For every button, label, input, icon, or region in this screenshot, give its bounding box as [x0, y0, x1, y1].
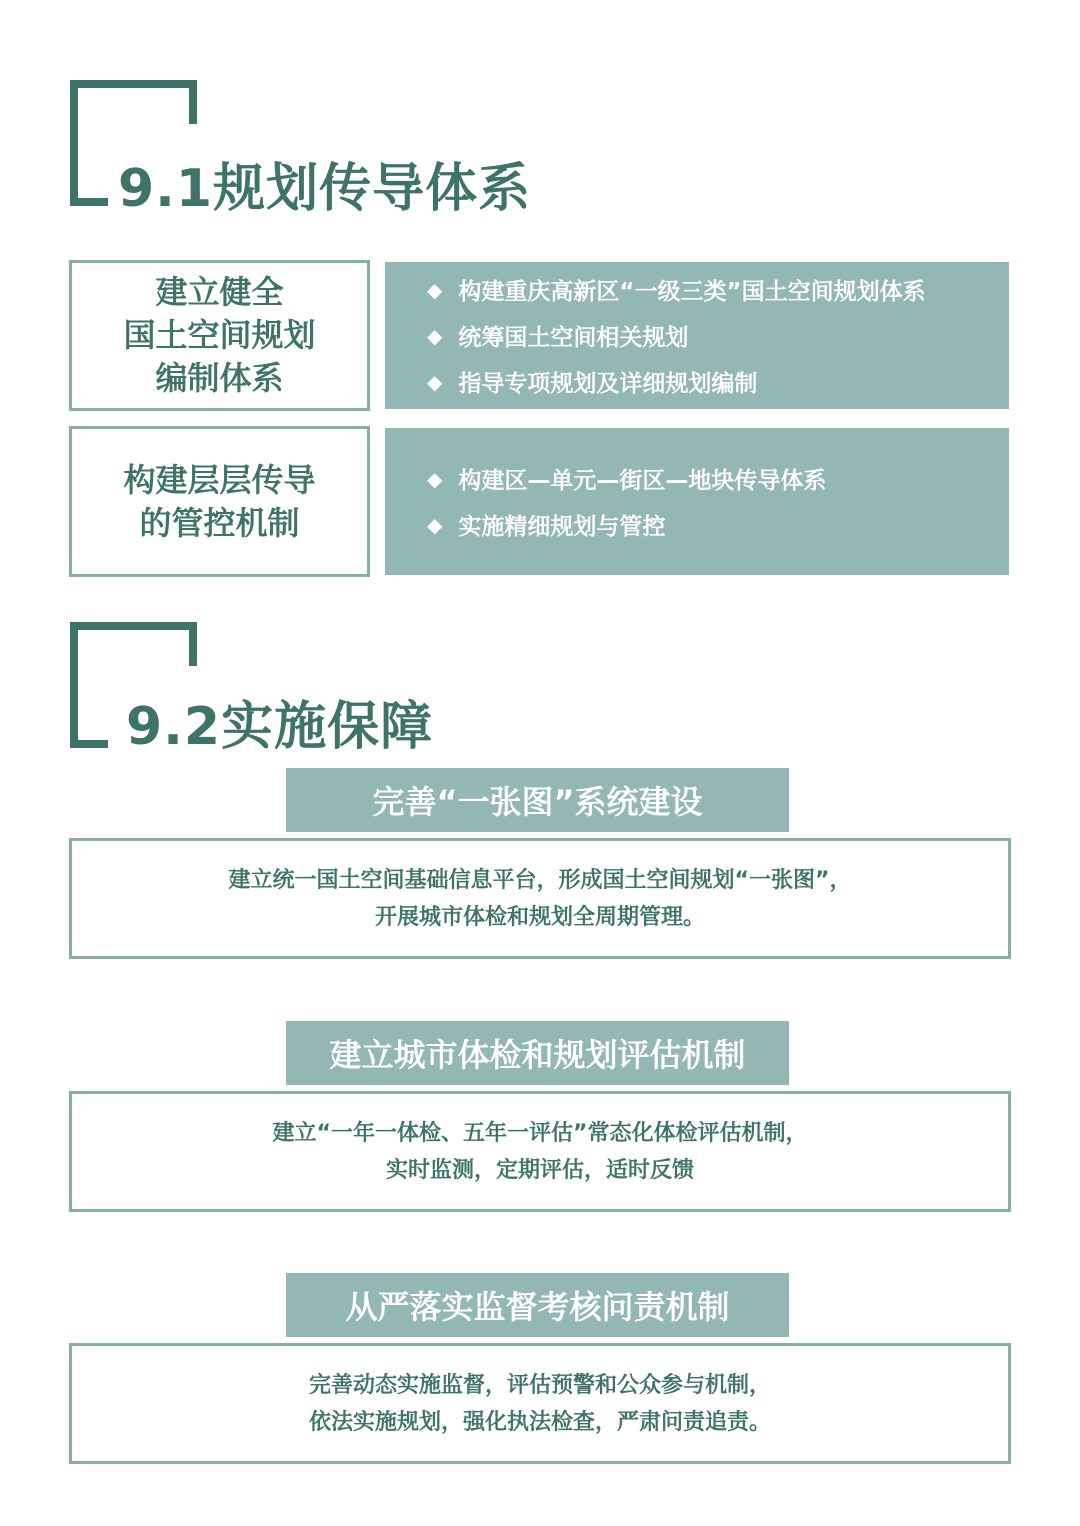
block-heading-banner: 完善“一张图”系统建设 [286, 768, 789, 832]
category-label-line: 建立健全 [155, 273, 284, 311]
diamond-bullet-icon: ◆ [427, 277, 443, 302]
section-1-title: 9.1规划传导体系 [118, 159, 532, 219]
bullet-text: 构建区—单元—街区—地块传导体系 [458, 468, 827, 494]
diamond-bullet-icon: ◆ [427, 369, 443, 394]
description-line: 完善动态实施监督，评估预警和公众参与机制， [308, 1372, 771, 1398]
category-label-line: 编制体系 [155, 359, 284, 397]
category-label-line: 的管控机制 [139, 503, 300, 542]
category-label-line: 构建层层传导 [123, 460, 316, 499]
category-label-line: 国土空间规划 [123, 316, 316, 354]
diamond-bullet-icon: ◆ [427, 323, 443, 348]
system-bullets-panel [385, 262, 1009, 409]
block-heading-banner: 建立城市体检和规划评估机制 [286, 1021, 789, 1085]
bullet-item [427, 313, 1009, 359]
bullet-item [427, 502, 1009, 548]
description-line: 开展城市体检和规划全周期管理。 [374, 904, 705, 930]
block-heading-banner: 从严落实监督考核问责机制 [286, 1273, 789, 1337]
bullet-item [427, 267, 1009, 313]
bullet-text: 构建重庆高新区“一级三类”国土空间规划体系 [458, 279, 926, 305]
block-description-box [69, 838, 1011, 959]
section-2-title: 9.2实施保障 [126, 697, 434, 757]
block-description-box [69, 1343, 1011, 1464]
description-line: 实时监测，定期评估，适时反馈 [385, 1157, 694, 1183]
block-description-box [69, 1091, 1011, 1212]
bullet-text: 统筹国土空间相关规划 [458, 325, 689, 351]
description-line: 建立统一国土空间基础信息平台，形成国土空间规划“一张图”， [228, 867, 852, 893]
diamond-bullet-icon: ◆ [427, 512, 443, 537]
bullet-text: 指导专项规划及详细规划编制 [458, 371, 758, 397]
system-category-box [69, 260, 370, 411]
control-bullets-panel [385, 428, 1009, 575]
diamond-bullet-icon: ◆ [427, 466, 443, 491]
bullet-text: 实施精细规划与管控 [458, 514, 666, 540]
bullet-item [427, 359, 1009, 405]
bullet-item [427, 456, 1009, 502]
control-category-box [69, 426, 370, 577]
description-line: 建立“一年一体检、五年一评估”常态化体检评估机制， [272, 1120, 808, 1146]
description-line: 依法实施规划，强化执法检查，严肃问责追责。 [308, 1409, 771, 1435]
